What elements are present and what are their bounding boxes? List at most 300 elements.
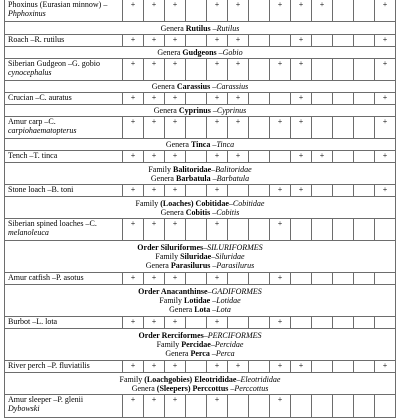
presence-mark [186, 361, 207, 373]
presence-mark [186, 219, 207, 241]
species-latin: Phphoxinus [8, 9, 46, 18]
taxon-rank: Family [148, 164, 173, 174]
taxon-common-name: Siluridae [180, 252, 212, 261]
taxon-separator: – [211, 252, 216, 261]
taxon-separator: – [210, 82, 217, 91]
presence-mark: + [270, 219, 291, 241]
taxon-separator: – [210, 296, 217, 305]
presence-mark [333, 361, 354, 373]
taxon-latin-name: Cyprinus [216, 106, 247, 115]
presence-mark: + [375, 59, 396, 81]
presence-mark: + [270, 0, 291, 22]
presence-mark: + [228, 151, 249, 163]
taxon-separator: – [207, 287, 212, 296]
taxon-heading [5, 331, 395, 340]
presence-mark: + [312, 0, 333, 22]
presence-mark: + [291, 117, 312, 139]
presence-mark [354, 317, 375, 329]
species-name-cell [5, 317, 123, 329]
species-table-body [5, 0, 396, 418]
taxon-latin-name: Balitoridae [215, 164, 252, 174]
species-name: Siberian spined loaches –C. [8, 219, 97, 228]
presence-mark [354, 361, 375, 373]
presence-mark [249, 219, 270, 241]
presence-mark: + [144, 273, 165, 285]
presence-mark: + [375, 93, 396, 105]
taxon-latin-name: SILURIFORMES [207, 243, 263, 252]
presence-mark: + [270, 395, 291, 418]
presence-mark [186, 273, 207, 285]
taxon-group-cell [5, 329, 396, 361]
taxon-heading [5, 199, 395, 208]
taxon-rank: Family [156, 340, 182, 349]
presence-mark [249, 361, 270, 373]
presence-mark: + [165, 361, 186, 373]
presence-mark: + [207, 151, 228, 163]
presence-mark [333, 151, 354, 163]
presence-mark: + [123, 117, 144, 139]
taxon-group-cell [5, 197, 396, 219]
presence-mark [354, 117, 375, 139]
taxon-latin-name: Parasilurus [216, 261, 255, 270]
taxon-common-name: Carassius [176, 82, 211, 91]
species-name-cell [5, 273, 123, 285]
presence-mark [375, 273, 396, 285]
taxon-heading [5, 208, 395, 217]
presence-mark [228, 317, 249, 329]
taxon-common-name: Barbatula [175, 173, 211, 183]
presence-mark: + [207, 185, 228, 197]
presence-mark [333, 185, 354, 197]
presence-mark [291, 317, 312, 329]
taxon-latin-name: Perccottus [234, 383, 269, 393]
taxon-group-row [5, 47, 396, 59]
taxon-common-name: Order Rerciformes [138, 331, 204, 340]
taxon-common-name: Lota [194, 305, 211, 314]
taxon-rank: Genera [131, 383, 157, 393]
presence-mark: + [123, 93, 144, 105]
taxon-heading [5, 106, 395, 115]
presence-mark [228, 185, 249, 197]
presence-mark [228, 219, 249, 241]
presence-mark [333, 0, 354, 22]
taxon-latin-name: GADIFORMES [211, 287, 262, 296]
presence-mark [375, 395, 396, 418]
presence-mark [354, 395, 375, 418]
presence-mark [186, 35, 207, 47]
presence-mark: + [375, 151, 396, 163]
presence-mark: + [165, 117, 186, 139]
species-name-cell [5, 151, 123, 163]
taxon-common-name: (Loaches) Cobitidae [160, 198, 229, 208]
taxon-separator: – [210, 305, 217, 314]
presence-mark [186, 151, 207, 163]
presence-mark: + [165, 395, 186, 418]
taxon-separator: – [210, 106, 217, 115]
presence-mark: + [165, 317, 186, 329]
presence-mark [249, 0, 270, 22]
taxon-latin-name: Rutilus [216, 23, 240, 33]
presence-mark: + [144, 361, 165, 373]
presence-mark [354, 219, 375, 241]
presence-mark: + [165, 35, 186, 47]
taxon-latin-name: Carassius [216, 82, 249, 91]
species-name-cell [5, 59, 123, 81]
taxon-group-row [5, 105, 396, 117]
presence-mark [354, 0, 375, 22]
presence-mark: + [207, 395, 228, 418]
taxon-common-name: (Sleepers) Perccottus [156, 383, 229, 393]
species-latin: Dybowski [8, 404, 40, 413]
species-row [5, 273, 396, 285]
presence-mark: + [144, 93, 165, 105]
presence-mark: + [144, 395, 165, 418]
presence-mark: + [123, 317, 144, 329]
taxon-separator: – [228, 383, 235, 393]
presence-mark: + [270, 361, 291, 373]
presence-mark [354, 273, 375, 285]
presence-mark: + [207, 93, 228, 105]
presence-mark: + [228, 117, 249, 139]
presence-mark: + [207, 361, 228, 373]
taxon-group-row [5, 22, 396, 35]
taxon-group-cell [5, 373, 396, 395]
taxon-latin-name: Cobitis [216, 207, 240, 217]
presence-mark [333, 93, 354, 105]
species-row [5, 361, 396, 373]
species-name: Stone loach –B. toni [8, 185, 74, 194]
species-name: Siberian Gudgeon –G. gobio [8, 59, 100, 68]
presence-mark [312, 93, 333, 105]
presence-mark: + [270, 273, 291, 285]
presence-mark [186, 117, 207, 139]
presence-mark: + [165, 273, 186, 285]
presence-mark [228, 273, 249, 285]
presence-mark [186, 93, 207, 105]
species-latin: melanoleuca [8, 228, 49, 237]
taxon-heading [5, 48, 395, 57]
presence-mark: + [291, 59, 312, 81]
taxon-separator: – [210, 207, 217, 217]
presence-mark [312, 395, 333, 418]
taxon-rank: Genera [145, 261, 171, 270]
presence-mark: + [270, 59, 291, 81]
presence-mark [354, 151, 375, 163]
presence-mark [333, 395, 354, 418]
taxon-common-name: Order Siluriformes [137, 243, 204, 252]
presence-mark: + [123, 151, 144, 163]
taxon-heading [5, 296, 395, 305]
taxon-heading [5, 174, 395, 183]
presence-mark [354, 93, 375, 105]
presence-mark: + [312, 151, 333, 163]
taxon-heading [5, 252, 395, 261]
taxon-separator: – [210, 23, 217, 33]
presence-mark: + [270, 185, 291, 197]
taxon-group-cell [5, 163, 396, 185]
species-name-cell [5, 219, 123, 241]
taxon-common-name: Perca [190, 349, 210, 358]
species-name: Amur carp –C. [8, 117, 56, 126]
species-row [5, 93, 396, 105]
species-name: Roach –R. rutilus [8, 35, 65, 44]
presence-mark: + [123, 0, 144, 22]
taxon-rank: Family [155, 252, 181, 261]
presence-mark [249, 151, 270, 163]
taxon-rank: Genera [165, 140, 191, 149]
presence-mark [312, 59, 333, 81]
species-latin: cynocephalus [8, 68, 52, 77]
presence-mark: + [375, 0, 396, 22]
presence-mark: + [123, 35, 144, 47]
species-name: Amur sleeper –P. glenii [8, 395, 84, 404]
taxon-group-cell [5, 47, 396, 59]
presence-mark: + [144, 59, 165, 81]
presence-mark: + [165, 151, 186, 163]
presence-mark: + [207, 59, 228, 81]
species-name-cell [5, 0, 123, 22]
presence-mark: + [144, 35, 165, 47]
presence-mark: + [207, 117, 228, 139]
presence-mark [291, 395, 312, 418]
taxon-rank: Genera [169, 305, 195, 314]
taxon-group-row [5, 81, 396, 93]
species-name: Phoxinus (Eurasian minnow) – [8, 0, 108, 9]
presence-mark: + [144, 117, 165, 139]
taxon-separator: – [210, 340, 215, 349]
taxon-group-cell [5, 139, 396, 151]
taxon-group-row [5, 329, 396, 361]
presence-mark [186, 0, 207, 22]
taxon-rank: Family [119, 374, 145, 384]
presence-mark: + [207, 35, 228, 47]
presence-mark: + [291, 185, 312, 197]
presence-mark [354, 185, 375, 197]
presence-mark [249, 59, 270, 81]
taxon-heading [5, 243, 395, 252]
presence-mark [312, 361, 333, 373]
taxon-latin-name: Tinca [216, 140, 235, 149]
taxon-separator: – [210, 261, 217, 270]
taxon-group-row [5, 197, 396, 219]
taxon-latin-name: Lotidae [216, 296, 241, 305]
presence-mark: + [144, 185, 165, 197]
presence-mark [312, 219, 333, 241]
presence-mark: + [228, 0, 249, 22]
taxon-rank: Family [135, 198, 161, 208]
taxon-rank: Genera [151, 82, 177, 91]
taxon-latin-name: Cobitidae [232, 198, 265, 208]
taxon-latin-name: PERCIFORMES [207, 331, 262, 340]
presence-mark: + [228, 35, 249, 47]
presence-mark: + [270, 317, 291, 329]
species-name: River perch –P. fluviatilis [8, 361, 90, 370]
presence-mark: + [291, 35, 312, 47]
species-name-cell [5, 35, 123, 47]
taxon-rank: Family [159, 296, 184, 305]
taxon-latin-name: Siluridae [215, 252, 245, 261]
presence-mark [312, 317, 333, 329]
species-name-cell [5, 395, 123, 418]
taxon-rank: Genera [160, 207, 186, 217]
taxon-common-name: Balitoridae [173, 164, 212, 174]
taxon-common-name: (Loachgobies) Eleotrididae [144, 374, 237, 384]
presence-mark [375, 317, 396, 329]
taxon-rank: Genera [157, 48, 183, 57]
taxon-rank: Genera [160, 23, 186, 33]
taxon-heading [5, 384, 395, 393]
presence-mark: + [165, 59, 186, 81]
species-name-cell [5, 185, 123, 197]
presence-mark [312, 185, 333, 197]
presence-mark: + [207, 0, 228, 22]
taxon-common-name: Lotidae [183, 296, 211, 305]
taxon-latin-name: Lota [216, 305, 231, 314]
presence-mark [249, 395, 270, 418]
presence-mark [186, 185, 207, 197]
presence-mark [186, 317, 207, 329]
species-row [5, 0, 396, 22]
presence-mark: + [123, 361, 144, 373]
presence-mark: + [291, 93, 312, 105]
taxon-group-row [5, 373, 396, 395]
presence-mark [249, 117, 270, 139]
taxon-common-name: Parasilurus [170, 261, 211, 270]
presence-mark [312, 273, 333, 285]
presence-mark [333, 117, 354, 139]
presence-mark: + [375, 117, 396, 139]
species-row [5, 395, 396, 418]
taxon-common-name: Tinca [190, 140, 211, 149]
taxon-latin-name: Eleotrididae [240, 374, 281, 384]
presence-mark [249, 185, 270, 197]
presence-mark: + [165, 219, 186, 241]
taxon-group-row [5, 285, 396, 317]
presence-mark [249, 317, 270, 329]
presence-mark: + [291, 0, 312, 22]
presence-mark: + [228, 361, 249, 373]
species-latin: carpiohaematopterus [8, 126, 77, 135]
taxon-latin-name: Gobio [222, 48, 243, 57]
presence-mark [270, 151, 291, 163]
presence-mark [333, 59, 354, 81]
taxon-common-name: Gudgeons [182, 48, 217, 57]
taxon-group-row [5, 163, 396, 185]
taxon-latin-name: Perca [215, 349, 235, 358]
species-name: Burbot –L. lota [8, 317, 58, 326]
presence-mark: + [144, 151, 165, 163]
presence-mark: + [207, 219, 228, 241]
presence-mark: + [123, 395, 144, 418]
taxon-heading [5, 340, 395, 349]
taxon-heading [5, 140, 395, 149]
taxon-latin-name: Percidae [214, 340, 244, 349]
presence-mark: + [165, 0, 186, 22]
taxon-heading [5, 349, 395, 358]
species-table [4, 0, 396, 418]
species-row [5, 59, 396, 81]
taxon-common-name: Order Anacanthinse [138, 287, 208, 296]
taxon-group-cell [5, 22, 396, 35]
presence-mark [333, 273, 354, 285]
taxon-separator: – [203, 331, 208, 340]
taxon-group-cell [5, 81, 396, 93]
taxon-separator: – [236, 374, 241, 384]
species-row [5, 317, 396, 329]
taxon-heading [5, 165, 395, 174]
taxon-group-cell [5, 241, 396, 273]
presence-mark [249, 35, 270, 47]
presence-mark [186, 395, 207, 418]
taxon-group-cell [5, 105, 396, 117]
taxon-separator: – [228, 198, 233, 208]
taxon-rank: Genera [153, 106, 179, 115]
presence-mark [312, 117, 333, 139]
presence-mark [270, 93, 291, 105]
species-row [5, 35, 396, 47]
presence-mark: + [165, 185, 186, 197]
presence-mark: + [123, 185, 144, 197]
taxon-heading [5, 305, 395, 314]
presence-mark: + [375, 35, 396, 47]
presence-mark: + [123, 59, 144, 81]
taxon-rank: Genera [165, 349, 191, 358]
presence-mark [270, 35, 291, 47]
taxon-heading [5, 261, 395, 270]
taxon-latin-name: Barbatula [216, 173, 250, 183]
species-name-cell [5, 361, 123, 373]
presence-mark [375, 219, 396, 241]
species-row [5, 185, 396, 197]
taxon-separator: – [216, 48, 223, 57]
taxon-heading [5, 82, 395, 91]
taxon-common-name: Cyprinus [178, 106, 211, 115]
presence-mark: + [165, 93, 186, 105]
presence-mark: + [375, 185, 396, 197]
taxon-separator: – [203, 243, 208, 252]
taxon-common-name: Rutilus [185, 23, 211, 33]
taxon-group-cell [5, 285, 396, 317]
presence-mark [312, 35, 333, 47]
presence-mark [186, 59, 207, 81]
presence-mark [228, 395, 249, 418]
taxon-common-name: Percidae [181, 340, 211, 349]
presence-mark: + [270, 117, 291, 139]
presence-mark: + [291, 151, 312, 163]
taxon-separator: – [209, 349, 216, 358]
species-name-cell [5, 117, 123, 139]
presence-mark: + [144, 0, 165, 22]
presence-mark [354, 59, 375, 81]
taxon-separator: – [210, 140, 217, 149]
species-name-cell [5, 93, 123, 105]
presence-mark [291, 273, 312, 285]
presence-mark: + [207, 273, 228, 285]
presence-mark [249, 93, 270, 105]
taxon-separator: – [210, 173, 217, 183]
presence-mark: + [291, 361, 312, 373]
presence-mark: + [123, 219, 144, 241]
presence-mark [249, 273, 270, 285]
presence-mark: + [228, 59, 249, 81]
presence-mark: + [123, 273, 144, 285]
presence-mark [333, 35, 354, 47]
species-row [5, 117, 396, 139]
taxon-heading [5, 24, 395, 33]
taxon-separator: – [211, 164, 216, 174]
taxon-group-row [5, 241, 396, 273]
species-row [5, 219, 396, 241]
